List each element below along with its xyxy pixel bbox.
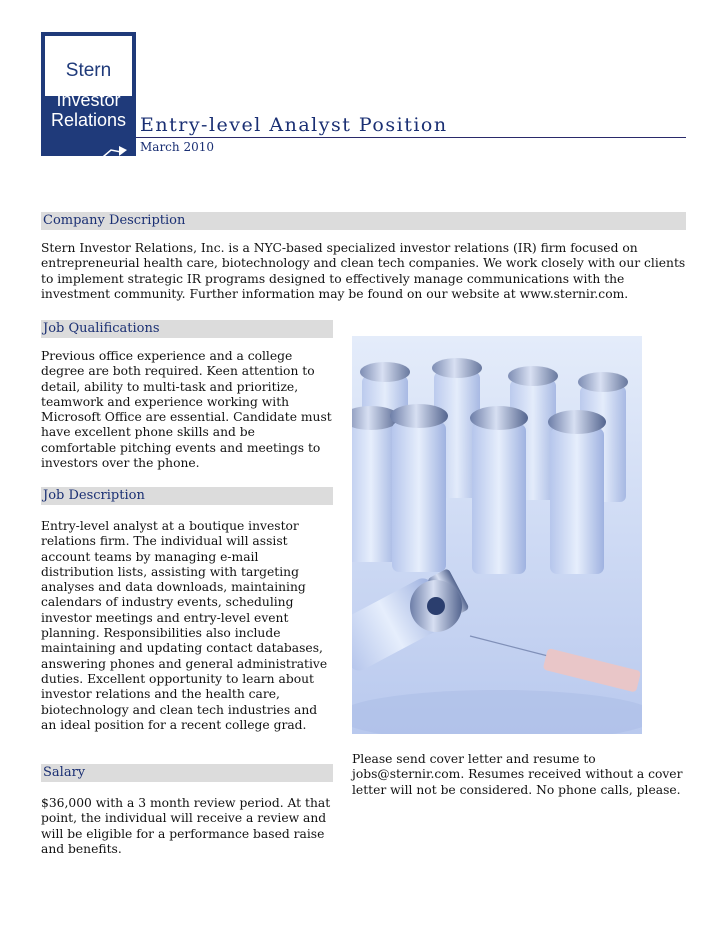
- section-heading-company: Company Description: [41, 212, 686, 230]
- section-heading-qualifications: Job Qualifications: [41, 320, 333, 338]
- logo-text-investor: Investor: [56, 90, 121, 110]
- logo-text-stern: Stern: [65, 60, 112, 81]
- title-divider: [136, 137, 686, 138]
- posting-date: March 2010: [140, 140, 214, 154]
- logo-text-relations: Relations: [50, 110, 127, 130]
- qualifications-text: Previous office experience and a college degree are both required. Keen attention to detail, ability to multi-task and prioritize, teamwork and experience working with Microsoft Office are essential. Candidate must have excellent phone skills and be comfortable pitching events and meetings to investors over the phone.: [41, 349, 332, 471]
- page-title: Entry-level Analyst Position: [140, 114, 448, 136]
- company-logo: [41, 32, 136, 156]
- job-description-text: Entry-level analyst at a boutique investor relations firm. The individual will assist account teams by managing e-mail distribution lists, assisting with targeting analyses and data downloads, maintaining calendars of industry events, scheduling investor meetings and entry-level event planning. Responsibilities also include maintaining and updating contact databases, answering phones and general administrative duties. Excellent opportunity to learn about investor relations and the health care, biotechnology and clean tech industries and an ideal position for a recent college grad.: [41, 519, 328, 732]
- vials-and-syringe-photo: [352, 336, 642, 734]
- section-heading-description: Job Description: [41, 487, 333, 505]
- section-heading-salary: Salary: [41, 764, 333, 782]
- company-description-text: Stern Investor Relations, Inc. is a NYC-based specialized investor relations (IR) firm focused on entrepreneurial health care, biotechnology and clean tech companies. We work closely with our clients to implement strategic IR programs designed to effectively manage communications with the investment community. Further information may be found on our website at www.sternir.com.: [41, 241, 686, 301]
- application-instructions: Please send cover letter and resume to jobs@sternir.com. Resumes received without a cover letter will not be considered. No phone calls, please.: [352, 752, 683, 797]
- rising-arrow-icon: [49, 136, 129, 176]
- salary-text: $36,000 with a 3 month review period. At that point, the individual will receive a review and will be eligible for a performance based raise and benefits.: [41, 796, 331, 856]
- logo-panel: [45, 36, 132, 96]
